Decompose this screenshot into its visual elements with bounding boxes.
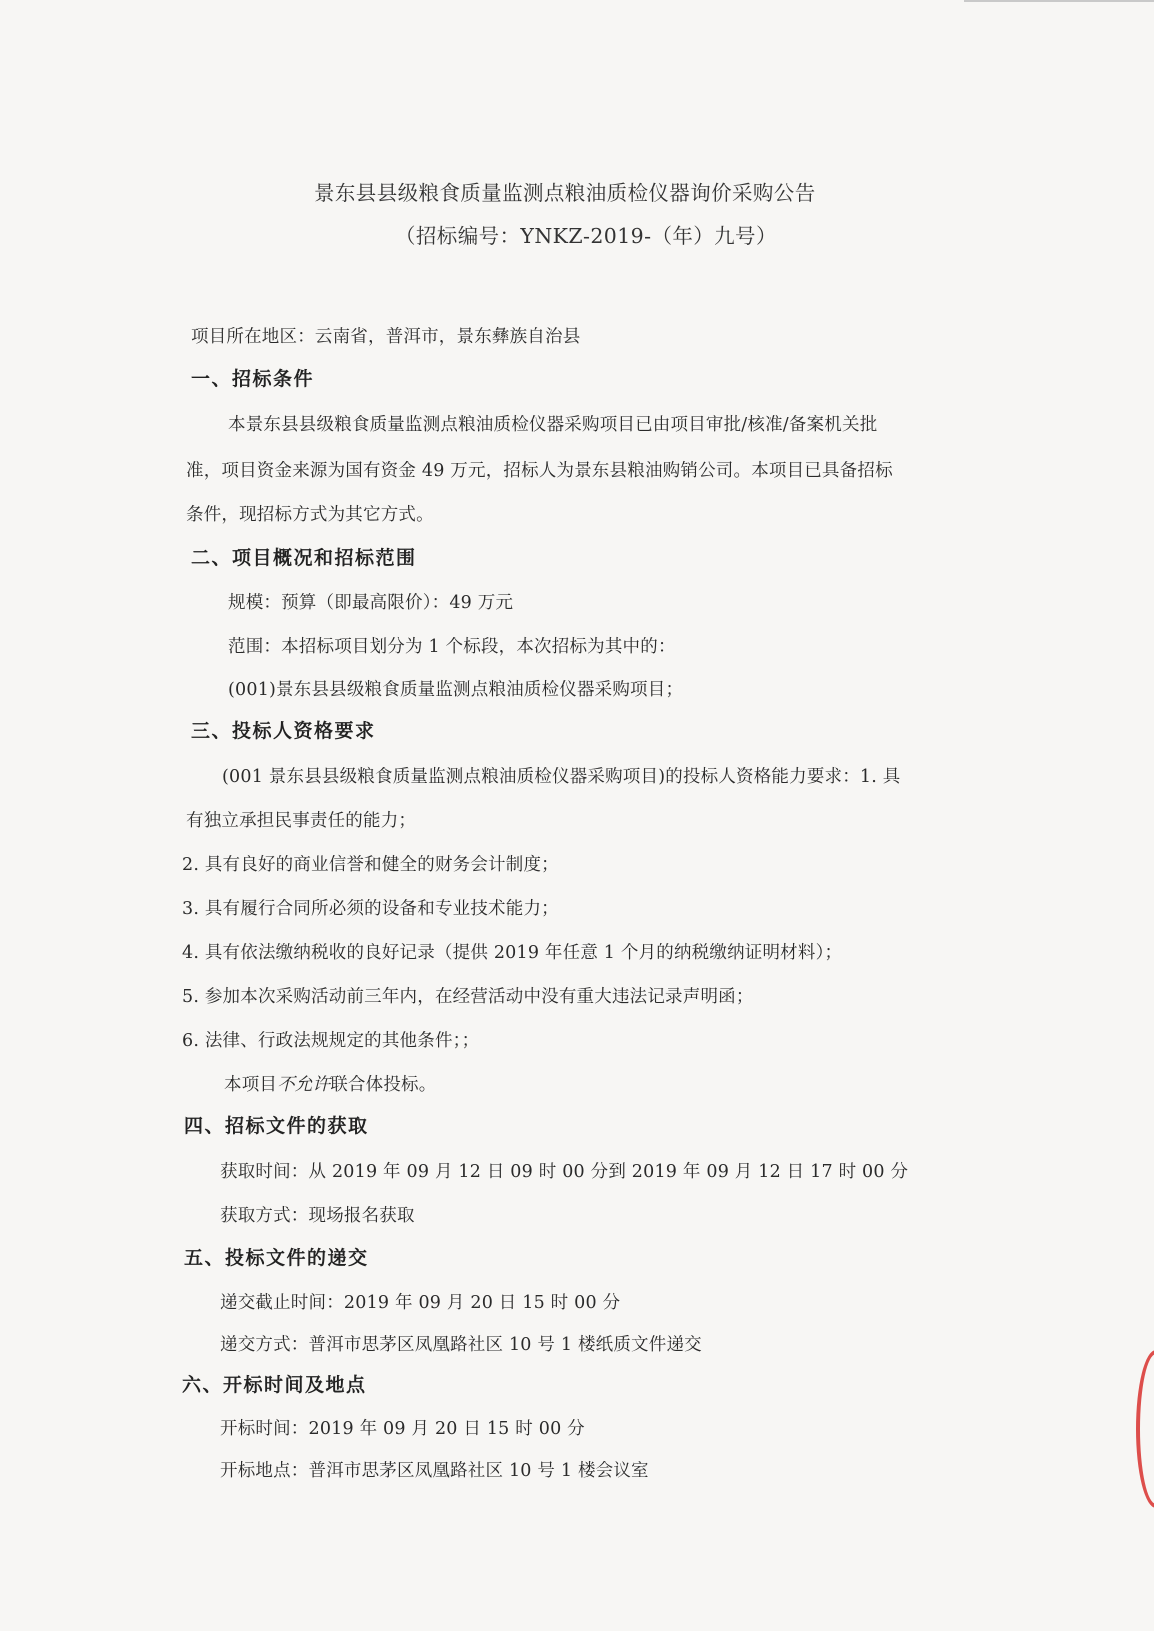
tender-number: （招标编号：YNKZ-2019-（年）九号） [395, 224, 777, 248]
requirement-line: (001 景东县县级粮食质量监测点粮油质检仪器采购项目)的投标人资格能力要求：1. 具 [222, 767, 901, 787]
requirement-item: 5. 参加本次采购活动前三年内，在经营活动中没有重大违法记录声明函； [182, 987, 754, 1007]
opening-time: 开标时间：2019 年 09 月 20 日 15 时 00 分 [220, 1419, 585, 1439]
project-region: 项目所在地区：云南省，普洱市，景东彝族自治县 [191, 327, 581, 347]
consortium-statement [224, 1073, 436, 1097]
acquisition-time: 获取时间：从 2019 年 09 月 12 日 09 时 00 分到 2019 年 09 月 12 日 17 时 00 分 [220, 1162, 909, 1182]
requirement-item: 2. 具有良好的商业信誉和健全的财务会计制度； [182, 855, 559, 875]
requirement-item: 3. 具有履行合同所必须的设备和专业技术能力； [182, 899, 559, 919]
section-3-heading: 三、投标人资格要求 [191, 720, 376, 742]
scan-edge-line [964, 0, 1154, 2]
section-1-paragraph-line: 准，项目资金来源为国有资金 49 万元，招标人为景东县粮油购销公司。本项目已具备招标 [186, 461, 893, 481]
acquisition-method: 获取方式：现场报名获取 [220, 1206, 415, 1226]
opening-place: 开标地点：普洱市思茅区凤凰路社区 10 号 1 楼会议室 [220, 1461, 649, 1481]
section-5-heading: 五、投标文件的递交 [184, 1247, 369, 1269]
section-2-heading: 二、项目概况和招标范围 [191, 547, 417, 569]
submission-method: 递交方式：普洱市思茅区凤凰路社区 10 号 1 楼纸质文件递交 [220, 1335, 702, 1355]
section-1-paragraph-line: 本景东县县级粮食质量监测点粮油质检仪器采购项目已由项目审批/核准/备案机关批 [228, 415, 878, 435]
section-1-heading: 一、招标条件 [191, 368, 315, 390]
consortium-text: 本项目 [224, 1075, 278, 1095]
submission-deadline: 递交截止时间：2019 年 09 月 20 日 15 时 00 分 [220, 1293, 621, 1313]
consortium-not-allowed: 不允许 [277, 1075, 331, 1095]
requirement-line: 有独立承担民事责任的能力； [186, 811, 417, 831]
section-4-heading: 四、招标文件的获取 [184, 1115, 369, 1137]
requirement-item: 6. 法律、行政法规规定的其他条件；； [182, 1031, 480, 1051]
document-title: 景东县县级粮食质量监测点粮油质检仪器询价采购公告 [314, 181, 816, 205]
seal-edge-mark [1136, 1350, 1154, 1508]
section-6-heading: 六、开标时间及地点 [182, 1374, 367, 1396]
requirement-item: 4. 具有依法缴纳税收的良好记录（提供 2019 年任意 1 个月的纳税缴纳证明材料）； [182, 943, 843, 963]
project-scope: 范围：本招标项目划分为 1 个标段，本次招标为其中的： [228, 637, 676, 657]
project-lot: (001)景东县县级粮食质量监测点粮油质检仪器采购项目； [228, 680, 684, 700]
consortium-text: 联合体投标。 [330, 1075, 437, 1095]
project-scale: 规模：预算（即最高限价）：49 万元 [228, 593, 514, 613]
section-1-paragraph-line: 条件，现招标方式为其它方式。 [186, 505, 434, 525]
